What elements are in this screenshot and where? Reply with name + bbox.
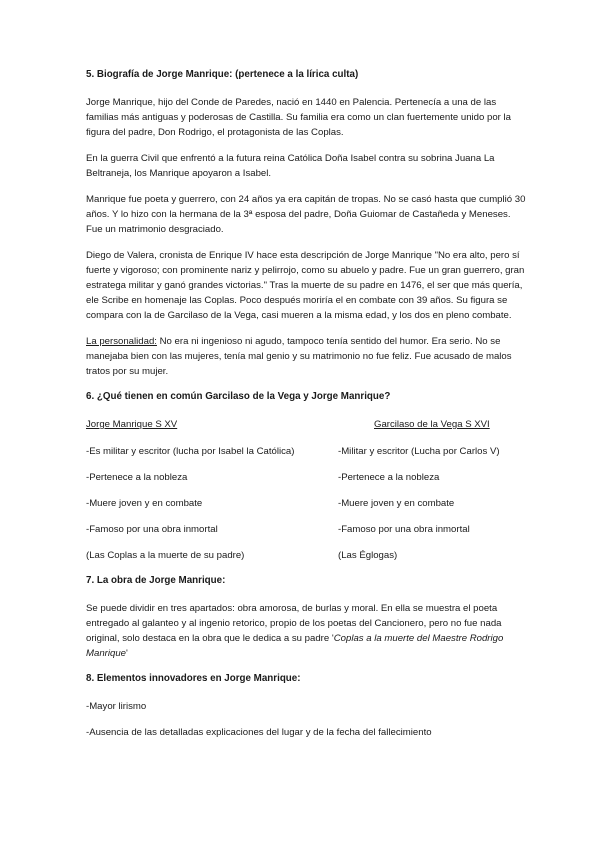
personality-label: La personalidad: [86,336,157,347]
comparison-cell: -Muere joven y en combate [86,498,203,509]
s7-text-end: ' [126,648,128,659]
document-body [86,68,526,751]
comparison-row [86,470,526,485]
section-8-heading: 8. Elementos innovadores en Jorge Manrique: [86,673,301,684]
comparison-header-row [86,417,526,432]
comparison-cell: -Militar y escritor (Lucha por Carlos V) [338,446,500,457]
s8-item: -Ausencia de las detalladas explicaciones del lugar y de la fecha del fallecimiento [86,727,432,738]
section-6-heading: 6. ¿Qué tienen en común Garcilaso de la Vega y Jorge Manrique? [86,391,391,402]
comparison-cell: (Las Coplas a la muerte de su padre) [86,550,245,561]
comparison-cell: -Pertenece a la nobleza [86,472,188,483]
comparison-cell: -Famoso por una obra inmortal [86,524,218,535]
comparison-cell: -Muere joven y en combate [338,498,455,509]
comparison-cell: -Es militar y escritor (lucha por Isabel la Católica) [86,446,295,457]
comparison-row [86,522,526,537]
s7-paragraph-1 [86,601,526,661]
s5-paragraph-2: En la guerra Civil que enfrentó a la futura reina Católica Doña Isabel contra su sobrina Juana La Beltraneja, los Manrique apoyaron a Isabel. [86,153,495,179]
comparison-cell: -Famoso por una obra inmortal [338,524,470,535]
s5-paragraph-3: Manrique fue poeta y guerrero, con 24 años ya era capitán de tropas. No se casó hasta que cumplió 30 años. Y lo hizo con la hermana de la 3ª esposa del padre, Doña Guiomar de Castañeda y Meneses. Fue un matrimonio desgraciado. [86,194,526,235]
col-header-manrique: Jorge Manrique S XV [86,419,178,430]
section-7-heading: 7. La obra de Jorge Manrique: [86,575,226,586]
section-5-heading: 5. Biografía de Jorge Manrique: (pertenece a la lírica culta) [86,69,359,80]
s5-paragraph-5 [86,334,526,379]
s7-text: Se puede dividir en tres apartados: obra amorosa, de burlas y moral. En ella se muestra el poeta entregado al galanteo y al ingenio retorico, propio de los poetas del Cancionero, pero no fue nada original, solo destaca en la obra que le dedica a su padre ' [86,603,502,644]
s7-work-title: Coplas a la muerte del Maestre Rodrigo Manrique [86,633,504,659]
personality-text: No era ni ingenioso ni agudo, tampoco tenía sentido del humor. Era serio. No se manejaba bien con las mujeres, tenía mal genio y su matrimonio no fue feliz. Fue acusado de malos tratos por su mujer. [86,336,512,377]
comparison-cell: -Pertenece a la nobleza [338,472,440,483]
comparison-cell: (Las Églogas) [338,550,398,561]
comparison-row [86,496,526,511]
s5-paragraph-1: Jorge Manrique, hijo del Conde de Paredes, nació en 1440 en Palencia. Pertenecía a una de las familias más antiguas y poderosas de Castilla. Su familia era como un clan fuertemente unido por la figura del padre, Don Rodrigo, el protagonista de las Coplas. [86,97,512,138]
col-header-garcilaso: Garcilaso de la Vega S XVI [374,419,490,430]
comparison-row [86,444,526,459]
s8-item: -Mayor lirismo [86,701,147,712]
s5-paragraph-4: Diego de Valera, cronista de Enrique IV hace esta descripción de Jorge Manrique "No era alto, pero sí fuerte y vigoroso; con prominente nariz y pelirrojo, como su abuelo y padre. Fue un gran guerrero, gran estratega militar y ganó grandes victorias." Tras la muerte de su padre en 1476, el ser que más quería, ele Scribe en homenaje las Coplas. Poco después moriría el en combate con 39 años. Su figura se compara con la de Garcilaso de la Vega, casi mueren a la misma edad, y los dos en pleno combate. [86,250,525,321]
comparison-row [86,548,526,563]
